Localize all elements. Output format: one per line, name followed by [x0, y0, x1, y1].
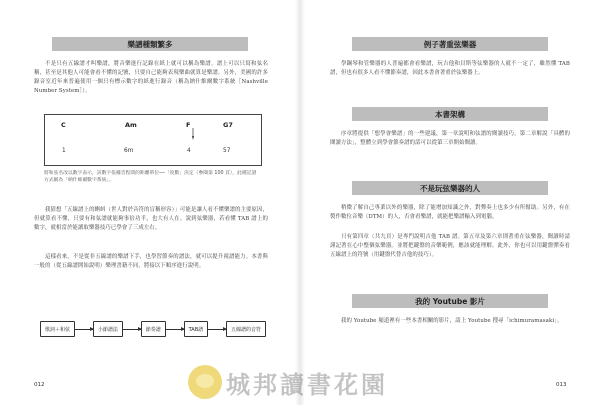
- chord-g7: G7: [223, 121, 233, 129]
- reading-order-flowchart: [40, 318, 266, 340]
- flow-step-lyrics-chords: 歌詞＋和弦: [40, 321, 75, 337]
- watermark-logo-icon: [188, 365, 222, 399]
- watermark: [188, 362, 388, 402]
- section-heading-youtube: 我的 Youtube 影片: [415, 296, 485, 306]
- chord-f: F: [186, 121, 191, 129]
- watermark-text: 城邦讀書花園: [226, 370, 388, 399]
- left-paragraph-2: 我猜想「五線譜上的蝌蚪（世人對於音符的盲稱形容）」可能是讓人看不懂樂譜的主要原因，但就算看不懂，只要有和弦譜就能夠事倍功半，也大有人在。說到弦樂器，若看懂 TAB 譜上的數字，就相當於能讀取樂器技巧已學會了三成左右。: [34, 207, 268, 231]
- chord-caption: 將和弦名改以數字表示，該數字依據音程間的距離單位──「度數」決定（參閱第 100 頁），此種記譜方式稱為「納什維爾數字系統」。: [44, 171, 257, 183]
- left-heading: 樂譜種類繁多: [127, 39, 173, 49]
- right-heading-bar-4: [352, 294, 548, 308]
- left-paragraph-1: 不是只有五線譜才叫樂譜，將音樂進行記錄在紙上就可以稱為樂譜。譜上可以只寫和弦名稱，甚至是其他人可能會看不懂的記號，只要自己能夠表現樂曲就算是樂譜。另外，美國的許多錄音室近年來普遍使用一個只有標示數字的紙進行錄音（稱為納什維爾數字系統［Nashville Number System］）。: [34, 61, 268, 94]
- flow-arrow-icon: [123, 329, 141, 330]
- right-heading-bar-1: [352, 37, 548, 51]
- chord-c: C: [61, 121, 66, 129]
- right-page-number: 013: [556, 382, 567, 388]
- left-page-number: 012: [34, 382, 45, 388]
- section-text-non-string-1: 稍微了解自己專業以外的樂器，除了能增加知識之外，對彈奏上也多少有所幫助。另外，有在製作數位音樂（DTM）的人，否會看樂譜，就能把樂譜輸入到電腦。: [330, 205, 570, 220]
- section-heading-book-structure: 本書架構: [435, 109, 465, 119]
- down-arrow-icon: [192, 128, 194, 140]
- section-heading-non-string-players: 不是玩弦樂器的人: [420, 183, 480, 193]
- flow-arrow-icon: [75, 329, 93, 330]
- number-6m: 6m: [124, 148, 134, 154]
- flow-arrow-icon: [166, 329, 184, 330]
- section-heading-string-instruments: 例子著重弦樂器: [423, 39, 477, 49]
- left-heading-bar: [52, 37, 248, 51]
- left-paragraph-3: 這樣看來，不是從非五線譜的樂譜下手，也學習節奏的譜法，就可以提升視譜能力。本書與一般的（從五線譜開始說明）樂理書籍不同，將接以下順序進行說明。: [34, 254, 268, 269]
- flow-step-rhythm-notation: 節奏譜: [141, 321, 166, 337]
- number-57: 57: [223, 148, 231, 154]
- flow-step-staff-notes: 五線譜的音符: [226, 321, 266, 337]
- right-heading-bar-2: [352, 107, 548, 121]
- section-text-string-instruments: 學鋼琴和管樂器的人普遍都會看樂譜，玩吉他和貝斯等弦樂器的人就不一定了，雖然懂 TAB 譜，但也有很多人看不懂節奏譜，因此本書會著重於弦樂器上。: [330, 61, 570, 76]
- section-text-youtube: 我的 Youtube 頻道裡有一些本書相關的影片，請上 Youtube 搜尋「ichimuramasaki」。: [341, 318, 563, 324]
- number-1: 1: [62, 148, 66, 154]
- right-page: [300, 0, 600, 405]
- section-text-non-string-2: 只有第四章（共九頁）是專門說明吉他 TAB 譜。第五章及第六章則著重在弦樂器，閱讀時請謹記著在心中整個弦樂器。並將把鍵盤的音樂範例，應該就能理解。此外，你也可以用鍵盤彈奏看五線譜上的符號（用鍵盤代替吉他的技巧）。: [330, 234, 570, 258]
- right-heading-bar-3: [352, 181, 548, 195]
- chord-am: Am: [125, 121, 137, 129]
- chord-number-box: [44, 114, 262, 166]
- flow-step-bar-notation: 小節譜法: [93, 321, 123, 337]
- number-4: 4: [187, 148, 191, 154]
- section-text-book-structure: 序章將提供「想學會樂譜」的一些建議，第一章說明和弦譜的閱讀技巧。第二章解說「具體的閱讀方法」，整體立到學會節奏譜的話可以從第三章開始閱讀。: [330, 131, 570, 146]
- flow-step-tab: TAB譜: [184, 321, 209, 337]
- flow-arrow-icon: [208, 329, 226, 330]
